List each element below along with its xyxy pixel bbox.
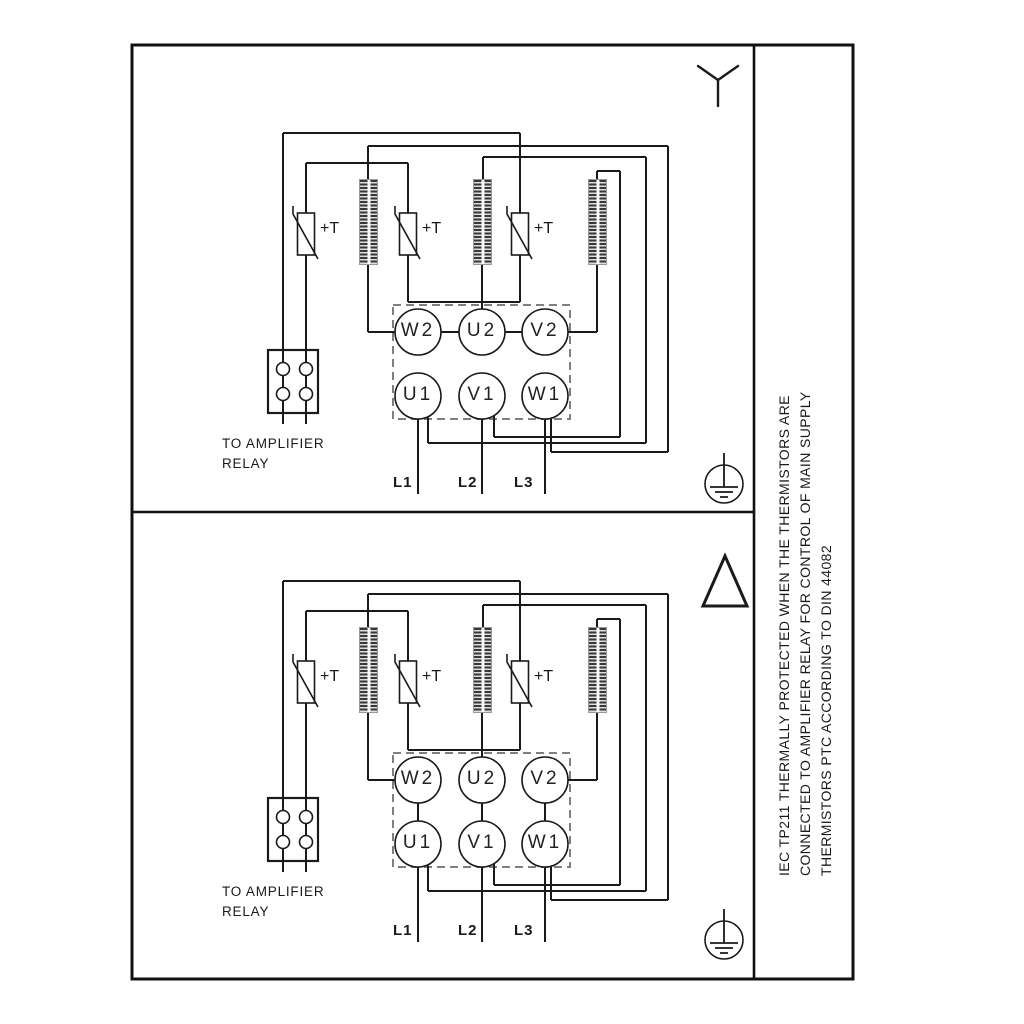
- phase-label-l1: L1: [393, 474, 413, 491]
- thermistor-label: +T: [320, 668, 340, 685]
- terminal-label-v2: V2: [530, 320, 560, 342]
- terminal-label-v2: V2: [530, 768, 560, 790]
- phase-label-l3: L3: [514, 922, 534, 939]
- terminal-label-u1: U1: [402, 832, 434, 854]
- phase-label-l1: L1: [393, 922, 413, 939]
- winding-coil: [359, 179, 378, 265]
- ground-icon: [705, 909, 743, 959]
- terminal-label-w1: W1: [527, 384, 563, 406]
- thermistor-label: +T: [534, 668, 554, 685]
- phase-label-l2: L2: [458, 474, 478, 491]
- star-icon: [698, 66, 738, 106]
- terminal-label-w2: W2: [400, 320, 436, 342]
- thermistor-label: +T: [422, 220, 442, 237]
- winding-coil: [473, 627, 492, 713]
- sidebar-note-line-1: IEC TP211 THERMALLY PROTECTED WHEN THE THERMISTORS ARE: [776, 395, 792, 876]
- delta-icon: [703, 556, 747, 606]
- amplifier-relay-box: [268, 350, 318, 413]
- amplifier-relay-box: [268, 798, 318, 861]
- sidebar-note-line-2: CONNECTED TO AMPLIFIER RELAY FOR CONTROL OF MAIN SUPPLY: [797, 391, 813, 876]
- phase-label-l3: L3: [514, 474, 534, 491]
- ground-icon: [705, 453, 743, 503]
- terminal-label-v1: V1: [467, 384, 497, 406]
- relay-caption-line2: RELAY: [222, 904, 270, 919]
- panel-star: [268, 66, 743, 503]
- winding-coil: [588, 627, 607, 713]
- winding-coil: [473, 179, 492, 265]
- terminal-label-u2: U2: [466, 320, 498, 342]
- terminal-label-u2: U2: [466, 768, 498, 790]
- panel-delta: [268, 556, 747, 959]
- relay-caption-line1: TO AMPLIFIER: [222, 436, 325, 451]
- terminal-label-w1: W1: [527, 832, 563, 854]
- phase-label-l2: L2: [458, 922, 478, 939]
- winding-coil: [588, 179, 607, 265]
- terminal-label-u1: U1: [402, 384, 434, 406]
- sidebar-note: [774, 286, 837, 876]
- terminal-label-w2: W2: [400, 768, 436, 790]
- terminal-label-v1: V1: [467, 832, 497, 854]
- relay-caption-line1: TO AMPLIFIER: [222, 884, 325, 899]
- sidebar-note-line-3: THERMISTORS PTC ACCORDING TO DIN 44082: [818, 544, 834, 876]
- relay-caption-line2: RELAY: [222, 456, 270, 471]
- thermistor-label: +T: [320, 220, 340, 237]
- winding-coil: [359, 627, 378, 713]
- thermistor-label: +T: [422, 668, 442, 685]
- thermistor-label: +T: [534, 220, 554, 237]
